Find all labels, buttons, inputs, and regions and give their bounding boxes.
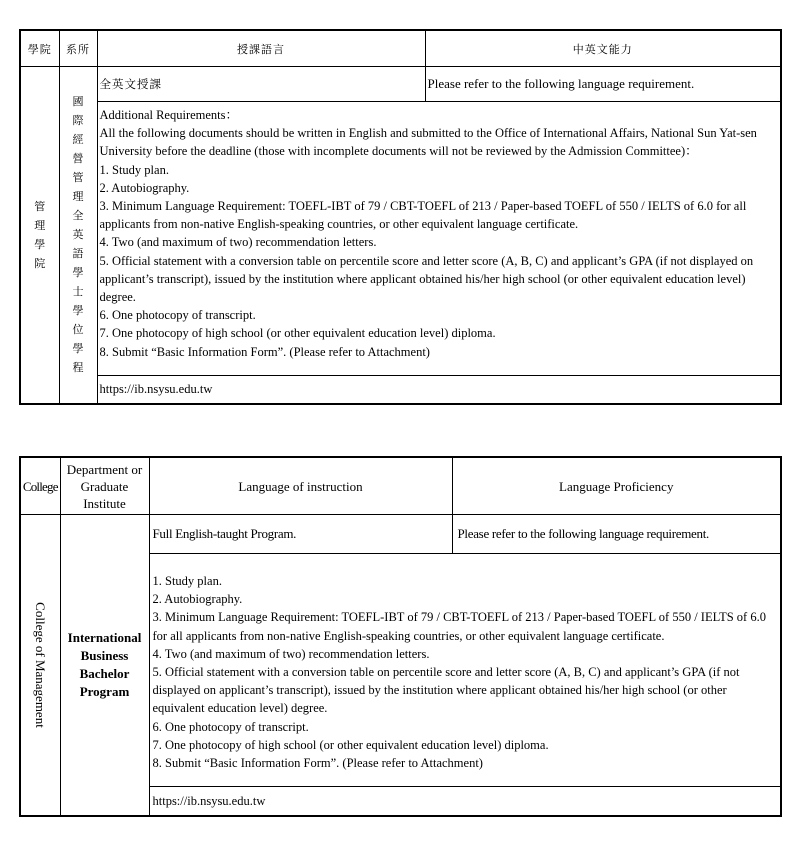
vertical-char: 程 — [72, 361, 84, 375]
requirement-line: 2. Autobiography. — [152, 592, 243, 607]
vertical-char: 學 — [34, 237, 46, 251]
vertical-char: 理 — [34, 218, 46, 232]
header-college: College — [20, 457, 60, 515]
requirement-line: 2. Autobiography. — [99, 180, 190, 195]
requirement-line: 6. One photocopy of transcript. — [99, 308, 256, 323]
requirement-line: 4. Two (and maximum of two) recommendation letters. — [152, 646, 430, 661]
requirement-line: All the following documents should be written in English and submitted to the Office of International Affairs, National Sun Yat-sen University before the deadline (those with incomplete documents will not be reviewed by the Admission Committee)： — [99, 126, 757, 159]
requirement-line: 4. Two (and maximum of two) recommendation letters. — [99, 235, 377, 250]
vertical-char: 英 — [72, 228, 84, 242]
college-cell — [20, 67, 59, 404]
header-row — [20, 457, 781, 515]
requirement-line: 8. Submit “Basic Information Form”. (Please refer to Attachment) — [152, 756, 483, 771]
vertical-char: 學 — [72, 342, 84, 356]
proficiency-note: Please refer to the following language requirement. — [425, 67, 781, 102]
vertical-char: 營 — [72, 152, 84, 166]
college-name: College of Management — [33, 602, 49, 728]
department-name — [60, 92, 97, 377]
vertical-char: 國 — [72, 95, 84, 109]
requirement-line: 8. Submit “Basic Information Form”. (Please refer to Attachment) — [99, 344, 430, 359]
program-url[interactable]: https://ib.nsysu.edu.tw — [97, 375, 781, 404]
program-row — [20, 515, 781, 554]
requirement-line: 1. Study plan. — [99, 162, 169, 177]
vertical-char: 學 — [72, 266, 84, 280]
header-department: 系所 — [59, 30, 97, 67]
english-program-table — [19, 456, 782, 817]
college-cell — [20, 515, 60, 817]
vertical-char: 院 — [34, 256, 46, 270]
vertical-char: 士 — [72, 285, 84, 299]
department-name: International Business Bachelor Program — [60, 515, 149, 817]
vertical-char: 全 — [72, 209, 84, 223]
header-language-proficiency: 中英文能力 — [425, 30, 781, 67]
program-row — [20, 67, 781, 102]
header-language-proficiency: Language Proficiency — [452, 457, 781, 515]
requirement-line: 7. One photocopy of high school (or other equivalent education level) diploma. — [152, 737, 549, 752]
requirement-line: Additional Requirements： — [99, 108, 239, 122]
requirements-row — [20, 102, 781, 376]
requirements-text — [149, 554, 781, 787]
header-instruction-language: Language of instruction — [149, 457, 452, 515]
program-url[interactable]: https://ib.nsysu.edu.tw — [149, 787, 781, 817]
header-row — [20, 30, 781, 67]
header-instruction-language: 授課語言 — [97, 30, 425, 67]
requirement-line: 5. Official statement with a conversion table on percentile score and letter score (A, B, C) and applicant’s GPA (if not displayed on applicant’s transcript), issued by the institution where applicant obtained his/her high school (or other equivalent education level) degree. — [99, 253, 754, 305]
instruction-language: 全英文授課 — [97, 67, 425, 102]
url-row — [20, 375, 781, 404]
vertical-char: 經 — [72, 133, 84, 147]
vertical-char: 管 — [34, 199, 46, 213]
vertical-char: 位 — [72, 323, 84, 337]
proficiency-note: Please refer to the following language requirement. — [452, 515, 781, 554]
department-cell — [59, 67, 97, 404]
vertical-char: 管 — [72, 171, 84, 185]
vertical-char: 際 — [72, 114, 84, 128]
requirement-line: 5. Official statement with a conversion table on percentile score and letter score (A, B, C) and applicant’s GPA (if not displayed on applicant’s transcript), issued by the institution where applicant obtained his/her high school (or other equivalent education level) degree. — [152, 665, 740, 716]
vertical-char: 學 — [72, 304, 84, 318]
requirement-line: 3. Minimum Language Requirement: TOEFL-IBT of 79 / CBT-TOEFL of 213 / Paper-based TOEFL of 550 / IELTS of 6.0 for all applicants from non-native English-speaking countries, or other equivalent language certificate. — [99, 199, 747, 232]
college-name — [21, 197, 59, 273]
header-college: 學院 — [20, 30, 59, 67]
chinese-program-table — [19, 29, 782, 405]
requirement-line: 7. One photocopy of high school (or other equivalent education level) diploma. — [99, 326, 496, 341]
header-department: Department or Graduate Institute — [60, 457, 149, 515]
instruction-language: Full English-taught Program. — [149, 515, 452, 554]
vertical-char: 語 — [72, 247, 84, 261]
requirement-line: 6. One photocopy of transcript. — [152, 719, 309, 734]
requirement-line: 1. Study plan. — [152, 574, 222, 588]
requirement-line: 3. Minimum Language Requirement: TOEFL-IBT of 79 / CBT-TOEFL of 213 / Paper-based TOEFL of 550 / IELTS of 6.0 for all applicants from non-native English-speaking countries, or other equivalent language certificate. — [152, 610, 766, 643]
requirements-text — [97, 102, 781, 376]
vertical-char: 理 — [72, 190, 84, 204]
